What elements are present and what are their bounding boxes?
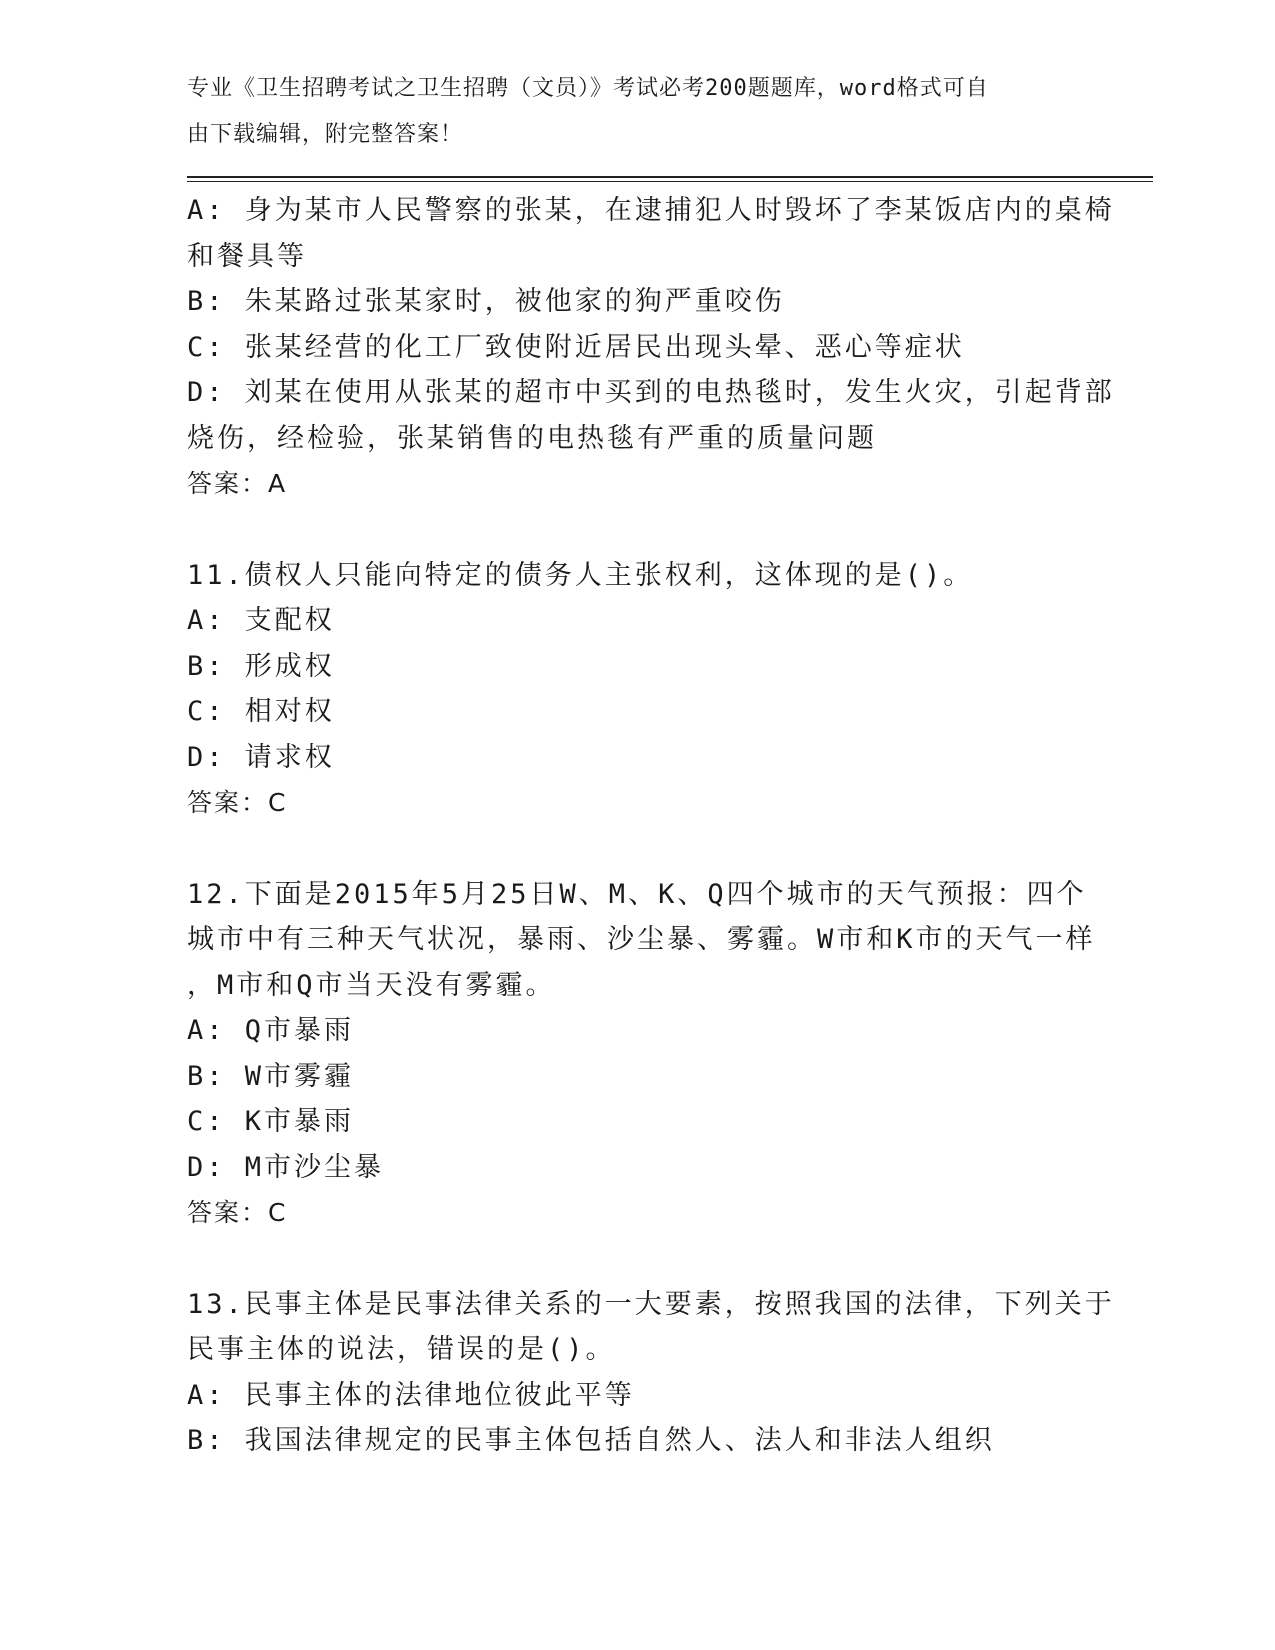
answer: 答案：A [187, 469, 288, 498]
question-11-block [187, 553, 1087, 826]
header-line-2: 由下载编辑，附完整答案！ [187, 121, 464, 147]
question-10-block [187, 188, 1115, 507]
question-spacer [187, 1236, 1087, 1282]
question-stem-line-2: 城市中有三种天气状况，暴雨、沙尘暴、雾霾。W市和K市的天气一样 [187, 924, 1096, 955]
question-spacer [187, 826, 1087, 872]
option-d: D: 请求权 [187, 741, 335, 773]
header-divider-thick [187, 176, 1153, 178]
option-c: C: 张某经营的化工厂致使附近居民出现头晕、恶心等症状 [187, 331, 965, 363]
option-a-line-1: A: 身为某市人民警察的张某，在逮捕犯人时毁坏了李某饭店内的桌椅 [187, 195, 1115, 226]
question-stem-line-1: 12.下面是2015年5月25日W、M、K、Q四个城市的天气预报：四个 [187, 878, 1087, 910]
option-b: B: 朱某路过张某家时，被他家的狗严重咬伤 [187, 286, 785, 317]
document-header [187, 72, 1067, 163]
option-b: B: W市雾霾 [187, 1060, 355, 1092]
answer: 答案：C [187, 788, 288, 817]
header-divider-thin [187, 181, 1153, 182]
question-spacer [187, 507, 1087, 553]
question-list [187, 188, 1115, 1464]
option-a: A: Q市暴雨 [187, 1015, 355, 1046]
question-13-block [187, 1282, 1115, 1464]
option-c: C: K市暴雨 [187, 1106, 355, 1137]
question-stem-line-3: ，M市和Q市当天没有雾霾。 [187, 969, 556, 1001]
answer: 答案：C [187, 1198, 288, 1227]
question-stem-line-2: 民事主体的说法，错误的是()。 [187, 1334, 616, 1365]
header-line-1: 专业《卫生招聘考试之卫生招聘（文员）》考试必考200题题库，word格式可自 [187, 76, 989, 101]
option-d: D: M市沙尘暴 [187, 1151, 385, 1183]
question-stem: 11.债权人只能向特定的债务人主张权利，这体现的是()。 [187, 559, 974, 591]
option-d-line-2: 烧伤，经检验，张某销售的电热毯有严重的质量问题 [187, 422, 877, 454]
option-a: A: 民事主体的法律地位彼此平等 [187, 1379, 635, 1411]
question-stem-line-1: 13.民事主体是民事法律关系的一大要素，按照我国的法律，下列关于 [187, 1288, 1115, 1320]
option-b: B: 我国法律规定的民事主体包括自然人、法人和非法人组织 [187, 1425, 995, 1456]
option-c: C: 相对权 [187, 696, 335, 727]
option-b: B: 形成权 [187, 650, 335, 682]
option-a-line-2: 和餐具等 [187, 240, 307, 272]
option-a: A: 支配权 [187, 605, 335, 636]
option-d-line-1: D: 刘某在使用从张某的超市中买到的电热毯时，发生火灾，引起背部 [187, 377, 1115, 408]
question-12-block [187, 872, 1096, 1236]
